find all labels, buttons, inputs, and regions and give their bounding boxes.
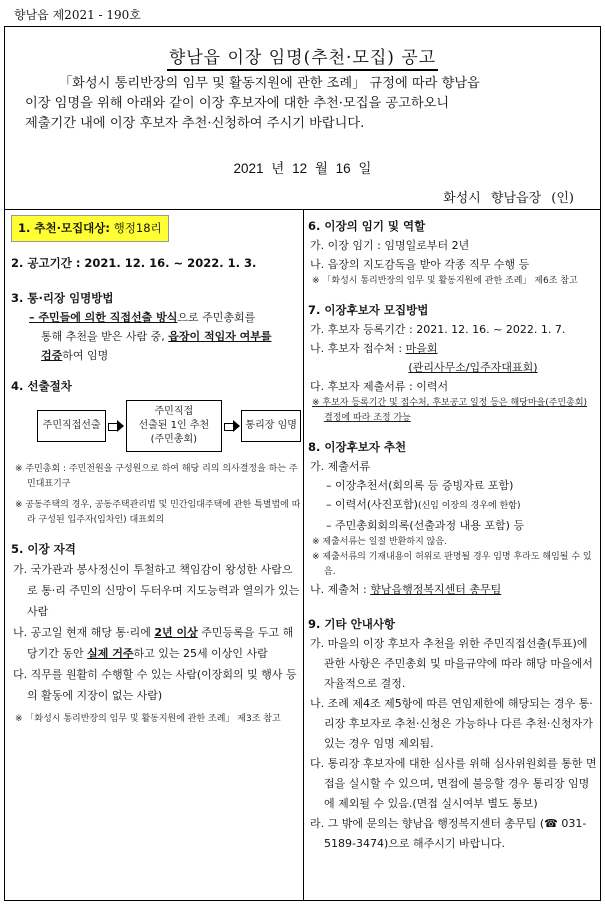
s7-na-1: 나. 후보자 접수처 : [310,342,406,355]
s8-d2 [308,495,598,516]
s7-na-2: 마을회 [405,342,438,355]
s7-na-3: (관리사무소/입주자대표회) [408,361,538,374]
s7-da: 다. 후보자 제출서류 : 이력서 [310,380,449,393]
s9-ga: 가. 마을의 이장 후보자 추천을 위한 주민직접선출(투표)에 관한 사항은 주민총회 및 마을규약에 따라 해당 마을에서 자율적으로 결정. [310,637,593,690]
s6-na: 나. 읍장의 지도감독을 받아 각종 직무 수행 등 [310,258,530,271]
flow-diagram [37,400,301,452]
intro-line: 제출기간 내에 이장 후보자 추천·신청하여 주시기 바랍니다. [25,116,365,131]
s5-da: 다. 직무를 원활히 수행할 수 있는 사람(이장회의 및 행사 등의 활동에 지장이 없는 사람) [13,668,297,702]
issuer: 화성시 향남읍장 (인) [443,191,574,206]
s5-na-5: 하고 있는 25세 이상인 사람 [133,647,268,660]
notice-date: 2021 년 12 월 16 일 [233,161,372,176]
section-3-title: 3. 통·리장 임명방법 [11,291,114,305]
intro-line: 이장 임명을 위해 아래와 같이 이장 후보자에 대한 추천·모집을 공고하오니 [25,96,450,111]
s3-d: 읍장이 적임자 여부를 [168,330,272,343]
note-7: ※ 후보자 등록기간 및 접수처, 후보공고 일정 등은 해당마을(주민총회) 결정에 따라 조정 가능 [312,398,588,423]
note-8a: ※ 제출서류는 일절 반환하지 않음. [312,537,447,547]
right-column [308,215,598,854]
note-8b: ※ 제출서류의 기재내용이 허위로 판명될 경우 임명 후라도 해임될 수 있음. [312,552,592,577]
intro-line: 「화성시 통리반장의 임무 및 활동지원에 관한 조례」 규정에 따라 향남읍 [59,76,480,91]
s8-na-2: 향남읍행정복지센터 총무팀 [370,583,502,596]
s5-ga: 가. 국가관과 봉사정신이 투철하고 책임감이 왕성한 사람으로 통·리 주민의 신망이 두터우며 지도능력과 열의가 있는 사람 [13,563,300,618]
note-6: ※ 「화성시 통리반장의 임무 및 활동지원에 관한 조례」 제6조 참고 [312,276,578,286]
section-5-title: 5. 이장 자격 [11,542,76,556]
arrow-icon [108,419,123,433]
section-3-body [11,308,301,365]
s3-e: 검증 [41,349,63,362]
s3-b: 으로 주민총회를 [177,311,256,324]
s8-d2-1: – 이력서(사진포함) [326,498,418,511]
s7-na [308,339,598,358]
s3-a: – 주민들에 의한 직접선출 방식 [29,311,178,324]
section-8-title: 8. 이장후보자 추천 [308,440,407,454]
note-4a: ※ 주민총회 : 주민전원을 구성원으로 하여 해당 리의 의사결정을 하는 주민대표기구 [15,464,298,489]
section-2: 2. 공고기간 : 2021. 12. 16. ~ 2022. 1. 3. [11,256,257,270]
target-highlight [11,215,169,242]
notice-number: 향남읍 제2021 - 190호 [14,8,141,22]
s8-d1: – 이장추천서(회의록 등 증빙자료 포함) [326,479,514,492]
column-divider [303,209,304,900]
section-9-title: 9. 기타 안내사항 [308,617,396,631]
s1-label: 1. 추천·모집대상: [18,221,110,235]
s3-f: 하여 임명 [62,349,109,362]
s5-na-2: 2년 이상 [154,626,198,639]
flow-step-1: 주민직접선출 [37,410,106,442]
page-title [5,43,600,68]
s6-ga: 가. 이장 임기 : 임명일로부터 2년 [310,239,470,252]
s8-na-1: 나. 제출처 : [310,583,371,596]
s8-d2-2: (신임 이장의 경우에 한함) [417,501,521,511]
s9-da: 다. 통리장 후보자에 대한 심사를 위해 심사위원회를 통한 면접을 실시할 수 있으며, 면접에 불응할 경우 통리장 임명에 제외될 수 있음.(면접 실시여부 별도 통보) [310,757,597,810]
s7-ga: 가. 후보자 등록기간 : 2021. 12. 16. ~ 2022. 1. 7. [310,323,566,336]
note-5: ※ 「화성시 통리반장의 임무 및 활동지원에 관한 조례」 제3조 참고 [15,714,281,724]
flow-step-2: 주민직접 선출된 1인 추천 (주민총회) [126,400,222,452]
s8-ga: 가. 제출서류 [310,460,371,473]
s5-na [11,622,301,664]
title-text: 향남읍 이장 임명(추천·모집) 공고 [167,48,438,71]
s5-na-1: 나. 공고일 현재 해당 통·리에 [13,626,155,639]
s5-na-4: 실제 거주 [87,647,134,660]
section-7-title: 7. 이장후보자 모집방법 [308,303,429,317]
note-4b: ※ 공동주택의 경우, 공동주택관리법 및 민간임대주택에 관한 특별법에 따라 구성된 입주자(임차인) 대표회의 [15,500,301,525]
left-column [11,215,301,727]
section-6-title: 6. 이장의 임기 및 역할 [308,219,426,233]
flow-step-3: 통리장 임명 [241,410,301,442]
s9-ra: 라. 그 밖에 문의는 향남읍 행정복지센터 총무팀 (☎ 031-5189-3474)으로 해주시기 바랍니다. [310,817,587,850]
section-4-title: 4. 선출절차 [11,379,72,393]
intro-paragraph [25,74,585,134]
s9-na: 나. 조례 제4조 제5항에 따른 연임제한에 해당되는 경우 통·리장 후보자로 추천·신청은 가능하나 다른 추천·신청자가 있는 경우 임명 제외됨. [310,697,593,750]
s5-na-3: 주민등록을 두고 해당기간 동안 [27,626,294,660]
s8-na [308,580,598,599]
s1-value: 행정18리 [110,221,162,235]
s3-c: 통해 추천을 받은 사람 중, [41,330,165,343]
arrow-icon [224,419,239,433]
notice-frame [4,26,601,901]
s8-d3: – 주민총회회의록(선출과정 내용 포함) 등 [326,519,525,532]
